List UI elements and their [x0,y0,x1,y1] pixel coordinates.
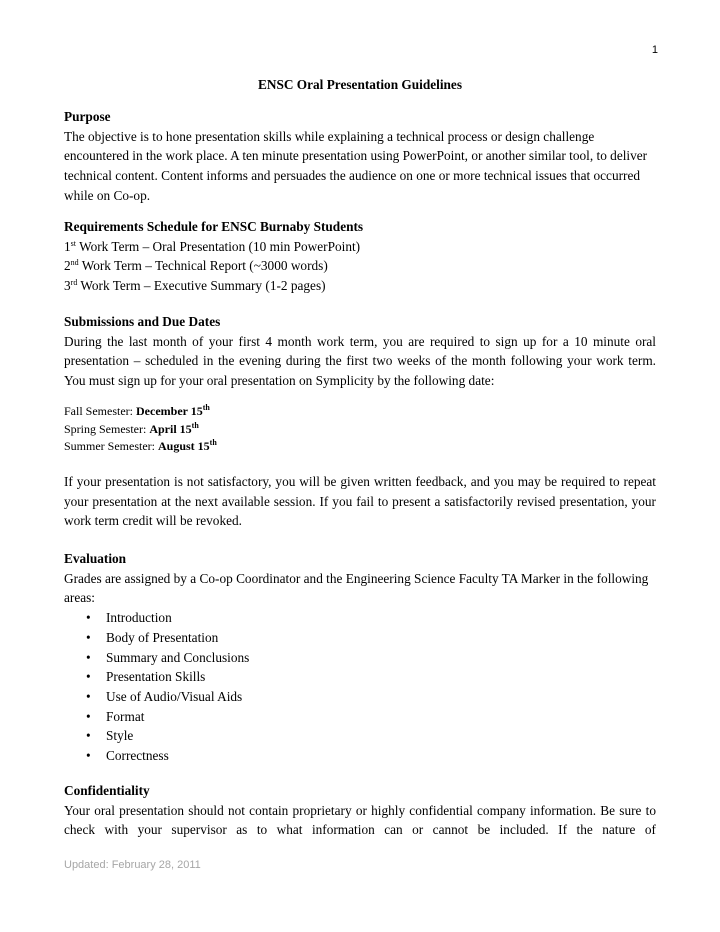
due-dates-list [64,403,656,456]
confidentiality-text: Your oral presentation should not contain proprietary or highly confidential company information. Be sure to check with your supervisor as to what information can or cannot be included. If the nature of [64,802,656,838]
list-item: • Introduction [64,608,656,628]
due-date-spring: Spring Semester: April 15th [64,420,199,436]
due-date-fall: Fall Semester: December 15th [64,403,210,418]
list-item: • Correctness [64,746,656,766]
bullet-icon: • [86,649,91,665]
bullet-icon: • [86,669,91,685]
bullet-icon: • [86,688,91,704]
evaluation-heading: Evaluation [64,551,127,566]
purpose-text: The objective is to hone presentation skills while explaining a technical process or design challenge encountered in the work place. A ten minute presentation using PowerPoint, or another similar tool, to deliver technical content. Content informs and persuades the audience on one or more technical issues that occurred while on Co-op. [64,128,648,203]
bullet-icon: • [86,728,91,744]
bullet-icon: • [86,629,91,645]
list-item: • Style [64,726,656,746]
due-date-summer: Summer Semester: August 15th [64,438,217,453]
submissions-text: During the last month of your first 4 month work term, you are required to sign up for a 10 minute oral presentation – scheduled in the evening during the first two weeks of the month following your work term. You must sign up for your oral presentation on Symplicity by the following date: [64,333,656,389]
submissions-followup: If your presentation is not satisfactory, you will be given written feedback, and you may be required to repeat your presentation at the next available session. If you fail to present a satisfactorily revised presentation, your work term credit will be revoked. [64,474,656,529]
list-item: • Presentation Skills [64,667,656,687]
confidentiality-heading: Confidentiality [64,783,150,798]
requirement-item: 1st Work Term – Oral Presentation (10 min PowerPoint) [64,238,361,254]
requirement-item: 2nd Work Term – Technical Report (~3000 words) [64,258,328,274]
list-item: • Use of Audio/Visual Aids [64,687,656,707]
evaluation-areas-list [64,608,656,766]
document-title: ENSC Oral Presentation Guidelines [257,77,463,92]
footer-updated-date: Updated: February 28, 2011 [64,859,201,871]
list-item: • Summary and Conclusions [64,648,656,668]
purpose-section [64,107,656,206]
bullet-icon: • [86,748,91,764]
requirements-section [64,217,656,296]
submissions-section [64,312,656,391]
requirements-heading: Requirements Schedule for ENSC Burnaby Students [64,219,364,234]
bullet-icon: • [86,708,91,724]
requirement-item: 3rd Work Term – Executive Summary (1-2 pages) [64,278,326,294]
page-number: 1 [651,44,658,56]
list-item: • Body of Presentation [64,628,656,648]
bullet-icon: • [86,610,91,626]
purpose-heading: Purpose [64,109,111,124]
evaluation-text: Grades are assigned by a Co-op Coordinator and the Engineering Science Faculty TA Marker in the following areas: [64,570,649,606]
confidentiality-section [64,781,656,840]
submissions-heading: Submissions and Due Dates [64,314,221,329]
evaluation-section [64,549,656,766]
list-item: • Format [64,707,656,727]
